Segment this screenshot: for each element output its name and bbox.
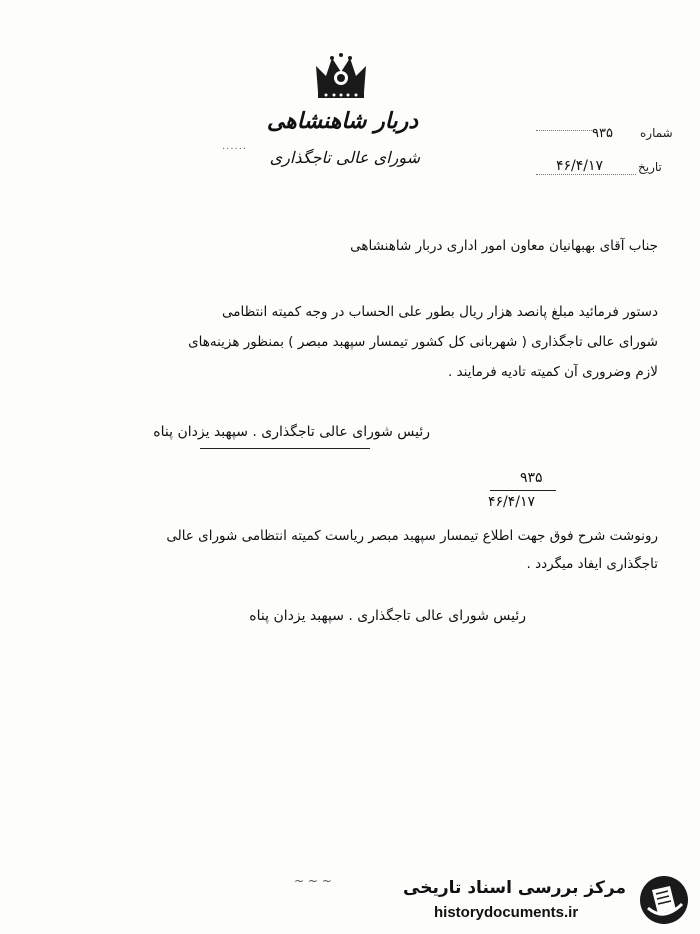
- number-value: ۹۳۵: [592, 126, 613, 141]
- paragraph2-line: تاجگذاری ایفاد میگردد .: [526, 556, 658, 572]
- reference-date: ۴۶/۴/۱۷: [488, 494, 536, 510]
- signature-underline: [200, 448, 370, 449]
- date-value: ۴۶/۴/۱۷: [556, 158, 604, 174]
- paragraph2-line: رونوشت شرح فوق جهت اطلاع تیمسار سپهبد مبصر ریاست کمیته انتظامی شورای عالی: [166, 528, 658, 544]
- number-label: شماره: [640, 126, 673, 140]
- watermark: [403, 866, 700, 934]
- faint-handwritten-note: ~ ~ ~: [294, 874, 332, 888]
- paragraph1-line: دستور فرمائید مبلغ پانصد هزار ریال بطور علی الحساب در وجه کمیته انتظامی: [221, 304, 658, 320]
- paragraph1-line: شورای عالی تاجگذاری ( شهربانی کل کشور تیمسار سپهبد مبصر ) بمنظور هزینه‌های: [188, 334, 658, 350]
- date-dotted-line: [536, 174, 636, 175]
- date-label: تاریخ: [638, 160, 662, 174]
- signature-block: رئیس شورای عالی تاجگذاری . سپهبد یزدان پناه: [153, 424, 430, 440]
- signature-block: رئیس شورای عالی تاجگذاری . سپهبد یزدان پناه: [249, 608, 526, 624]
- stray-mark: ······: [222, 144, 248, 155]
- document-center-logo-icon: [638, 874, 690, 926]
- number-dotted-line: [536, 130, 592, 131]
- watermark-title: مرکز بررسی اسناد تاریخی: [403, 878, 626, 898]
- watermark-url: historydocuments.ir: [434, 904, 579, 921]
- reference-divider: [490, 490, 556, 491]
- council-name: شورای عالی تاجگذاری: [269, 148, 420, 167]
- crown-emblem-icon: [312, 52, 370, 102]
- court-name: دربار شاهنشاهی: [266, 108, 418, 134]
- reference-number: ۹۳۵: [520, 470, 543, 486]
- paragraph1-line: لازم وضروری آن کمیته تادیه فرمایند .: [448, 364, 658, 380]
- addressee: جناب آقای بهبهانیان معاون امور اداری دربار شاهنشاهی: [350, 238, 658, 254]
